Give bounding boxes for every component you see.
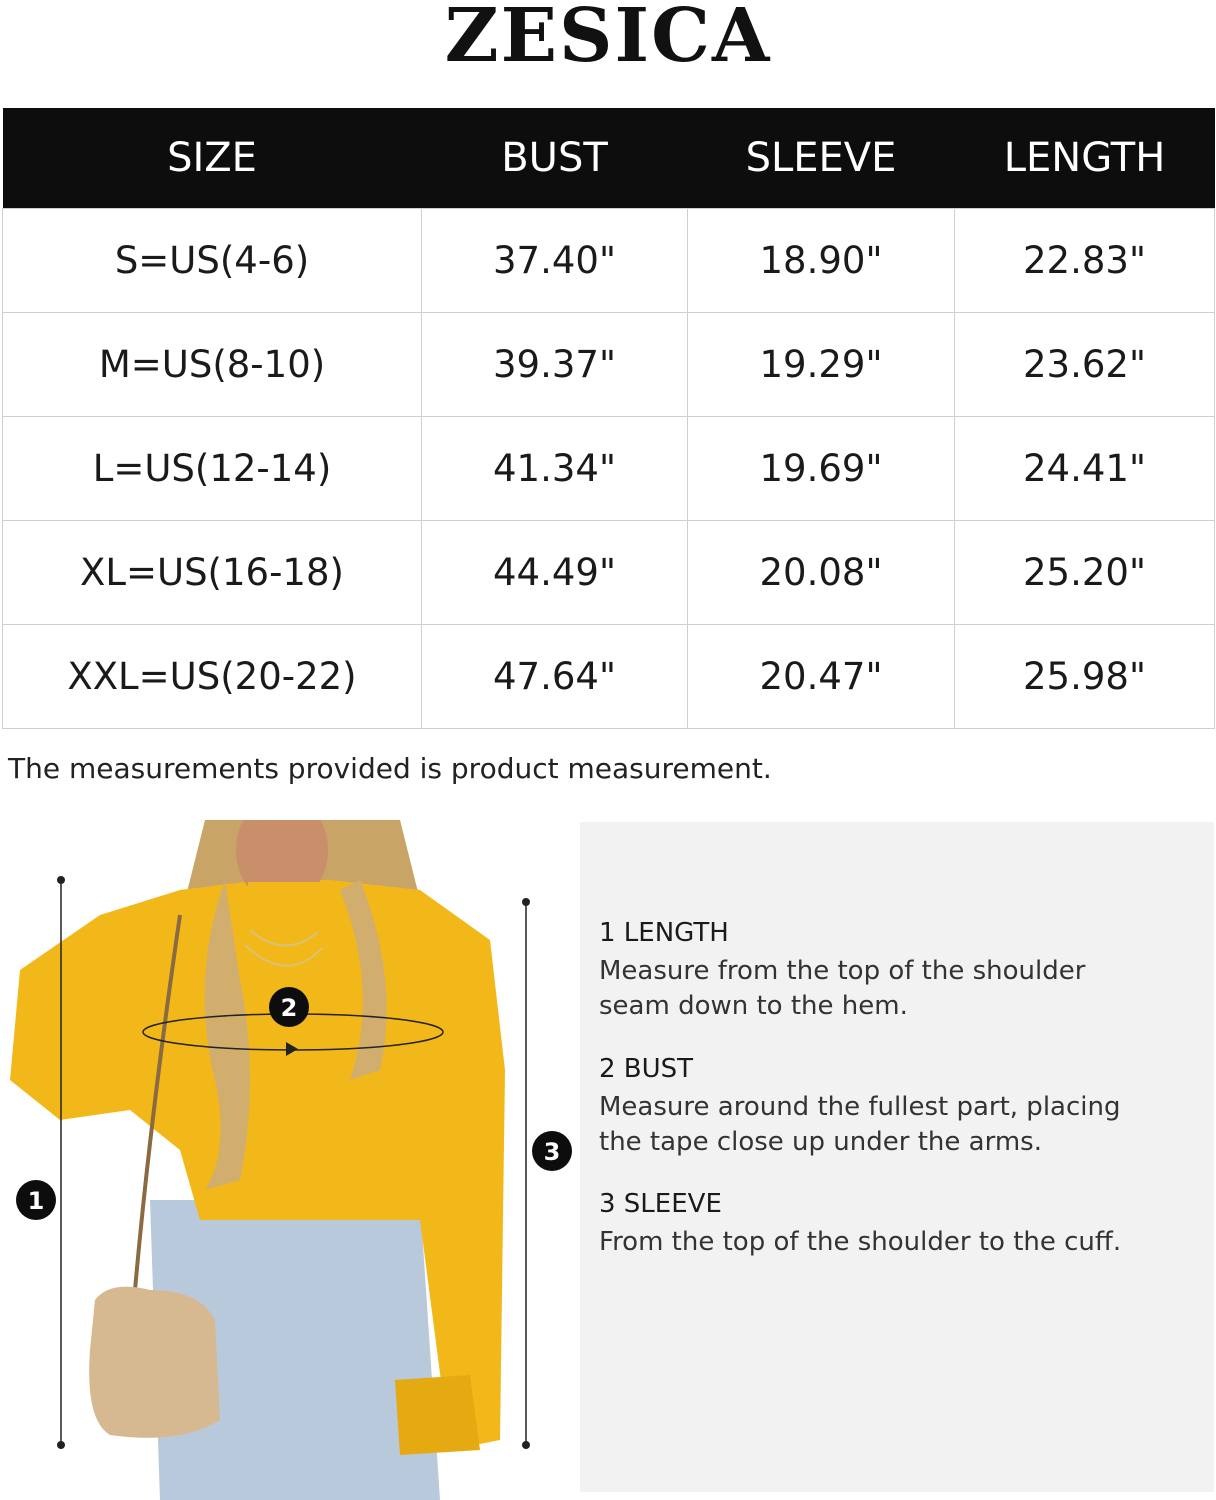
marker-1 (16, 1180, 56, 1220)
model-measurement-photo (0, 820, 580, 1500)
cell-sleeve: 20.47" (688, 625, 955, 729)
cell-bust: 47.64" (422, 625, 688, 729)
cell-sleeve: 19.69" (688, 417, 955, 521)
cell-length: 25.98" (955, 625, 1215, 729)
guide-bust (599, 1054, 1199, 1160)
cell-length: 23.62" (955, 313, 1215, 417)
table-row (3, 417, 1215, 521)
guide-title: 3 SLEEVE (599, 1189, 722, 1219)
table-header-row (3, 108, 1215, 209)
table-row (3, 521, 1215, 625)
header-sleeve: SLEEVE (688, 108, 955, 209)
header-size: SIZE (3, 108, 422, 209)
cell-size: XXL=US(20-22) (3, 625, 422, 729)
collar-shape (246, 882, 322, 910)
cell-bust: 37.40" (422, 209, 688, 313)
cuff-shape (395, 1375, 480, 1455)
cell-size: XL=US(16-18) (3, 521, 422, 625)
guide-sleeve (599, 1189, 1199, 1260)
measurement-note: The measurements provided is product measurement. (8, 752, 772, 785)
guide-desc-line: Measure around the fullest part, placing (599, 1092, 1121, 1122)
guide-description (599, 954, 1199, 1024)
guide-length (599, 918, 1199, 1024)
measurement-guide-panel (580, 822, 1214, 1492)
cell-bust: 44.49" (422, 521, 688, 625)
guide-description (599, 1225, 1199, 1260)
cell-sleeve: 18.90" (688, 209, 955, 313)
cell-sleeve: 20.08" (688, 521, 955, 625)
guide-desc-line: the tape close up under the arms. (599, 1127, 1042, 1157)
cell-size: L=US(12-14) (3, 417, 422, 521)
marker-2 (269, 987, 309, 1027)
table-row (3, 209, 1215, 313)
table-row (3, 625, 1215, 729)
guide-title: 2 BUST (599, 1054, 694, 1084)
guide-desc-line: Measure from the top of the shoulder (599, 956, 1086, 986)
guide-desc-line: seam down to the hem. (599, 991, 908, 1021)
marker-3 (532, 1131, 572, 1171)
table-row (3, 313, 1215, 417)
svg-text:2: 2 (280, 994, 298, 1022)
cell-bust: 41.34" (422, 417, 688, 521)
cell-sleeve: 19.29" (688, 313, 955, 417)
cell-size: M=US(8-10) (3, 313, 422, 417)
svg-text:1: 1 (27, 1187, 45, 1215)
svg-text:3: 3 (543, 1138, 561, 1166)
guide-description (599, 1090, 1199, 1160)
cell-length: 25.20" (955, 521, 1215, 625)
cell-length: 22.83" (955, 209, 1215, 313)
guide-desc-line: From the top of the shoulder to the cuff. (599, 1227, 1122, 1257)
guide-title: 1 LENGTH (599, 918, 729, 948)
brand-logo: ZESICA (444, 0, 772, 79)
cell-bust: 39.37" (422, 313, 688, 417)
handbag (89, 1287, 220, 1438)
cell-size: S=US(4-6) (3, 209, 422, 313)
size-chart-table (2, 108, 1215, 729)
cell-length: 24.41" (955, 417, 1215, 521)
header-length: LENGTH (955, 108, 1215, 209)
header-bust: BUST (422, 108, 688, 209)
